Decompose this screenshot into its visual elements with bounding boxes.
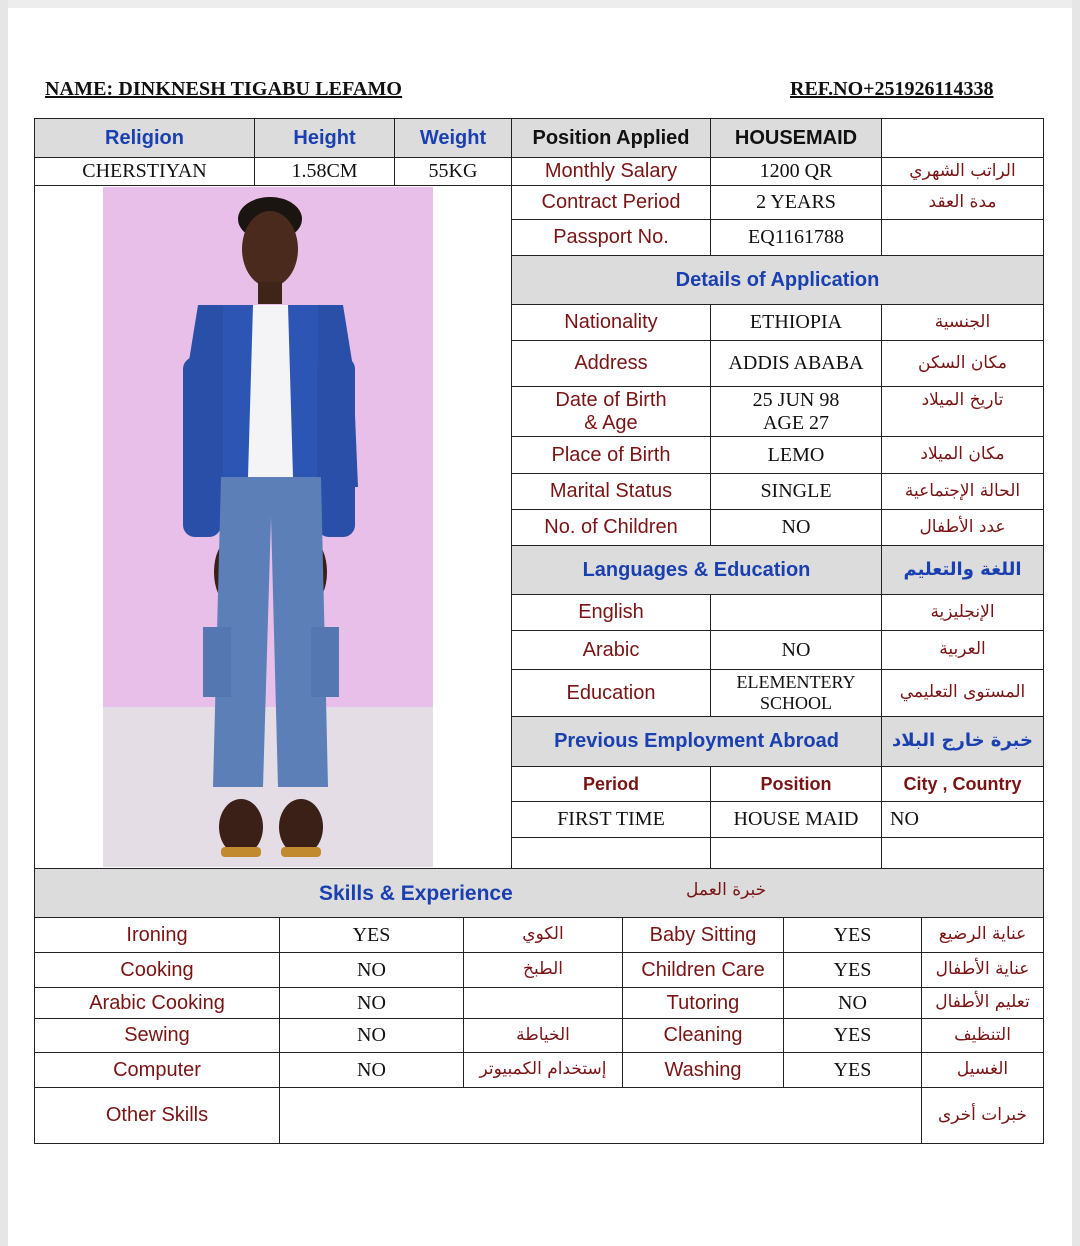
skill-computer-ar: إستخدام الكمبيوتر (463, 1052, 623, 1088)
children-ar: عدد الأطفال (881, 509, 1044, 546)
skill-arabic-cooking-value: NO (279, 987, 464, 1019)
period-header: Period (511, 766, 711, 802)
skill-baby-sitting-ar: عناية الرضيع (921, 917, 1044, 953)
skill-ironing-label: Ironing (34, 917, 280, 953)
skill-washing-value: YES (783, 1052, 922, 1088)
skill-ironing-ar: الكوي (463, 917, 623, 953)
religion-value: CHERSTIYAN (34, 157, 255, 186)
dob-value-age: AGE 27 (762, 411, 830, 434)
nationality-value: ETHIOPIA (710, 304, 882, 341)
languages-title-ar: اللغة والتعليم (881, 545, 1044, 595)
dob-label-line2: & Age (584, 411, 638, 434)
employment-empty-3 (881, 837, 1044, 869)
skill-arabic-cooking-ar (463, 987, 623, 1019)
weight-header: Weight (394, 118, 512, 158)
contract-period-ar: مدة العقد (881, 185, 1044, 220)
candidate-photo (103, 187, 433, 867)
dob-value-date: 25 JUN 98 (752, 388, 840, 411)
employment-empty-2 (710, 837, 882, 869)
skill-tutoring-label: Tutoring (622, 987, 784, 1019)
skills-title: Skills & Experience (319, 882, 513, 905)
position-applied-ar (881, 118, 1044, 158)
employment-period: FIRST TIME (511, 801, 711, 838)
english-label: English (511, 594, 711, 631)
skill-washing-ar: الغسيل (921, 1052, 1044, 1088)
employment-city-country: NO (881, 801, 1044, 838)
children-value: NO (710, 509, 882, 546)
position-header: Position (710, 766, 882, 802)
children-label: No. of Children (511, 509, 711, 546)
height-header: Height (254, 118, 395, 158)
education-value-line1: ELEMENTERY (736, 672, 856, 693)
page-right-edge (1072, 0, 1080, 1246)
arabic-ar: العربية (881, 630, 1044, 670)
skill-baby-sitting-label: Baby Sitting (622, 917, 784, 953)
address-ar: مكان السكن (881, 340, 1044, 387)
details-title: Details of Application (511, 255, 1044, 305)
employment-empty-1 (511, 837, 711, 869)
monthly-salary-ar: الراتب الشهري (881, 157, 1044, 186)
skill-cleaning-label: Cleaning (622, 1018, 784, 1053)
other-skills-value (279, 1087, 922, 1144)
arabic-value: NO (710, 630, 882, 670)
skill-children-care-ar: عناية الأطفال (921, 952, 1044, 988)
position-applied-label: Position Applied (511, 118, 711, 158)
skill-tutoring-value: NO (783, 987, 922, 1019)
english-ar: الإنجليزية (881, 594, 1044, 631)
skill-cooking-ar: الطبخ (463, 952, 623, 988)
employment-title-ar: خبرة خارج البلاد (881, 716, 1044, 767)
education-value (710, 669, 882, 717)
page-top-edge (0, 0, 1080, 8)
skill-cooking-label: Cooking (34, 952, 280, 988)
pob-label: Place of Birth (511, 436, 711, 474)
candidate-name: NAME: DINKNESH TIGABU LEFAMO (45, 78, 403, 100)
reference-number: REF.NO+251926114338 (790, 78, 994, 100)
page-left-edge (0, 0, 8, 1246)
city-country-header: City , Country (881, 766, 1044, 802)
education-ar: المستوى التعليمي (881, 669, 1044, 717)
skill-cleaning-ar: التنظيف (921, 1018, 1044, 1053)
pob-ar: مكان الميلاد (881, 436, 1044, 474)
english-value (710, 594, 882, 631)
education-label: Education (511, 669, 711, 717)
passport-value: EQ1161788 (710, 219, 882, 256)
address-value: ADDIS ABABA (710, 340, 882, 387)
dob-label (511, 386, 711, 437)
skill-cleaning-value: YES (783, 1018, 922, 1053)
other-skills-label: Other Skills (34, 1087, 280, 1144)
passport-label: Passport No. (511, 219, 711, 256)
employment-title: Previous Employment Abroad (511, 716, 882, 767)
contract-period-label: Contract Period (511, 185, 711, 220)
monthly-salary-label: Monthly Salary (511, 157, 711, 186)
skill-computer-value: NO (279, 1052, 464, 1088)
skill-children-care-value: YES (783, 952, 922, 988)
passport-ar (881, 219, 1044, 256)
weight-value: 55KG (394, 157, 512, 186)
marital-ar: الحالة الإجتماعية (881, 473, 1044, 510)
skills-header (34, 868, 1044, 918)
monthly-salary-value: 1200 QR (710, 157, 882, 186)
contract-period-value: 2 YEARS (710, 185, 882, 220)
employment-position: HOUSE MAID (710, 801, 882, 838)
dob-value (710, 386, 882, 437)
dob-ar: تاريخ الميلاد (881, 386, 1044, 437)
skill-arabic-cooking-label: Arabic Cooking (34, 987, 280, 1019)
other-skills-ar: خبرات أخرى (921, 1087, 1044, 1144)
skill-sewing-ar: الخياطة (463, 1018, 623, 1053)
height-value: 1.58CM (254, 157, 395, 186)
arabic-label: Arabic (511, 630, 711, 670)
skill-baby-sitting-value: YES (783, 917, 922, 953)
religion-header: Religion (34, 118, 255, 158)
skill-children-care-label: Children Care (622, 952, 784, 988)
address-label: Address (511, 340, 711, 387)
education-value-line2: SCHOOL (759, 693, 832, 713)
skill-ironing-value: YES (279, 917, 464, 953)
skill-cooking-value: NO (279, 952, 464, 988)
dob-label-line1: Date of Birth (555, 388, 667, 411)
pob-value: LEMO (710, 436, 882, 474)
skills-title-ar: خبرة العمل (686, 880, 767, 900)
skill-computer-label: Computer (34, 1052, 280, 1088)
nationality-ar: الجنسية (881, 304, 1044, 341)
marital-label: Marital Status (511, 473, 711, 510)
position-applied-value: HOUSEMAID (710, 118, 882, 158)
skill-sewing-label: Sewing (34, 1018, 280, 1053)
skill-sewing-value: NO (279, 1018, 464, 1053)
nationality-label: Nationality (511, 304, 711, 341)
skill-washing-label: Washing (622, 1052, 784, 1088)
marital-value: SINGLE (710, 473, 882, 510)
skill-tutoring-ar: تعليم الأطفال (921, 987, 1044, 1019)
languages-title: Languages & Education (511, 545, 882, 595)
